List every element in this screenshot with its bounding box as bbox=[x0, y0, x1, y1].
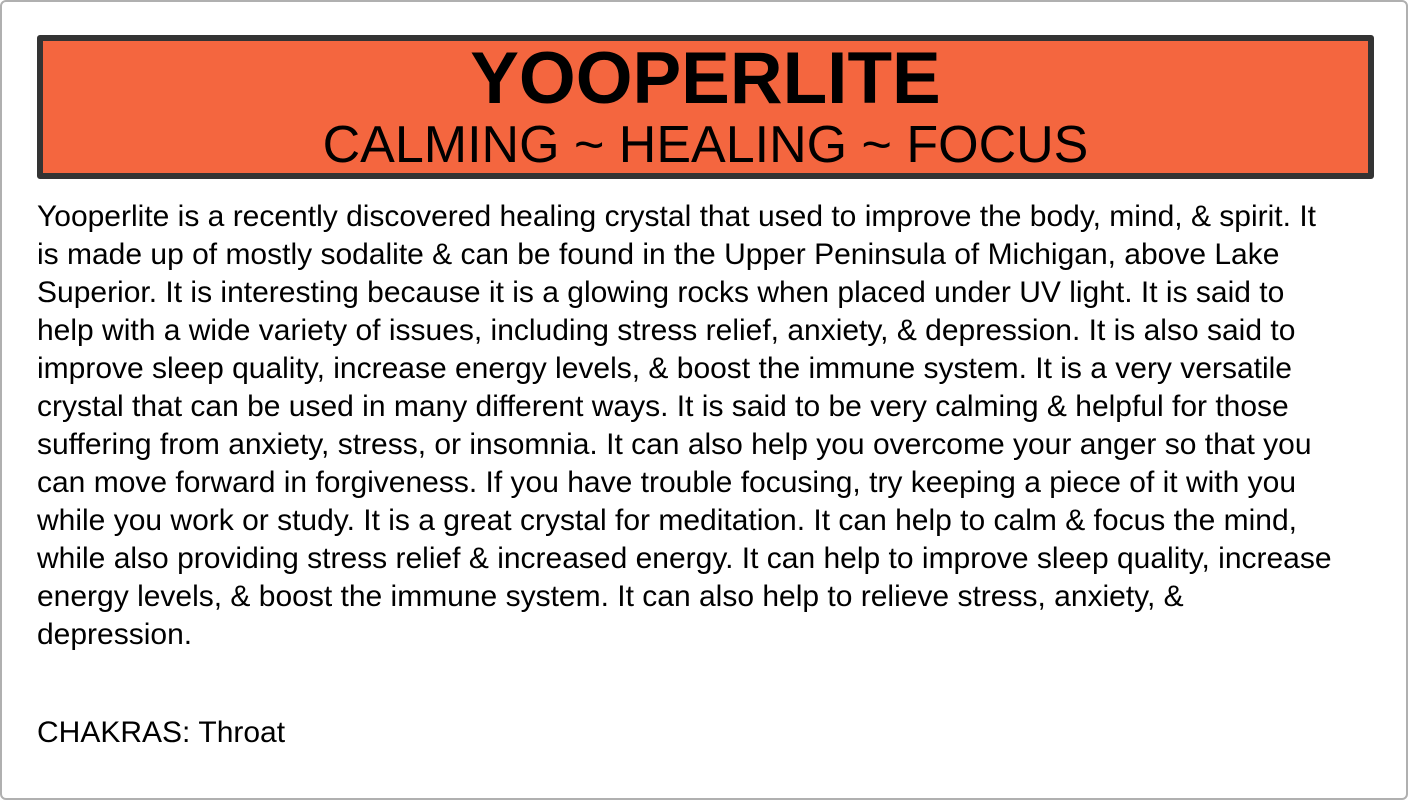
crystal-name-title: YOOPERLITE bbox=[470, 38, 941, 119]
crystal-description-paragraph: Yooperlite is a recently discovered healing crystal that used to improve the body, mind, & spirit. It is made up of mostly sodalite & can be found in the Upper Peninsula of Michigan, above Lake Superior. It is interesting because it is a glowing rocks when placed under UV light. It is said to help with a wide variety of issues, including stress relief, anxiety, & depression. It is also said to improve sleep quality, increase energy levels, & boost the immune system. It is a very versatile crystal that can be used in many different ways. It is said to be very calming & helpful for those suffering from anxiety, stress, or insomnia. It can also help you overcome your anger so that you can move forward in forgiveness. If you have trouble focusing, try keeping a piece of it with you while you work or study. It is a great crystal for meditation. It can help to calm & focus the mind, while also providing stress relief & increased energy. It can help to improve sleep quality, increase energy levels, & boost the immune system. It can also help to relieve stress, anxiety, & depression. bbox=[37, 200, 1332, 651]
crystal-properties-subtitle: CALMING ~ HEALING ~ FOCUS bbox=[322, 116, 1089, 174]
chakras-line bbox=[37, 714, 285, 752]
chakras-value: Throat bbox=[198, 716, 286, 749]
chakras-label: CHAKRAS: bbox=[37, 716, 191, 749]
header-banner bbox=[37, 35, 1374, 179]
